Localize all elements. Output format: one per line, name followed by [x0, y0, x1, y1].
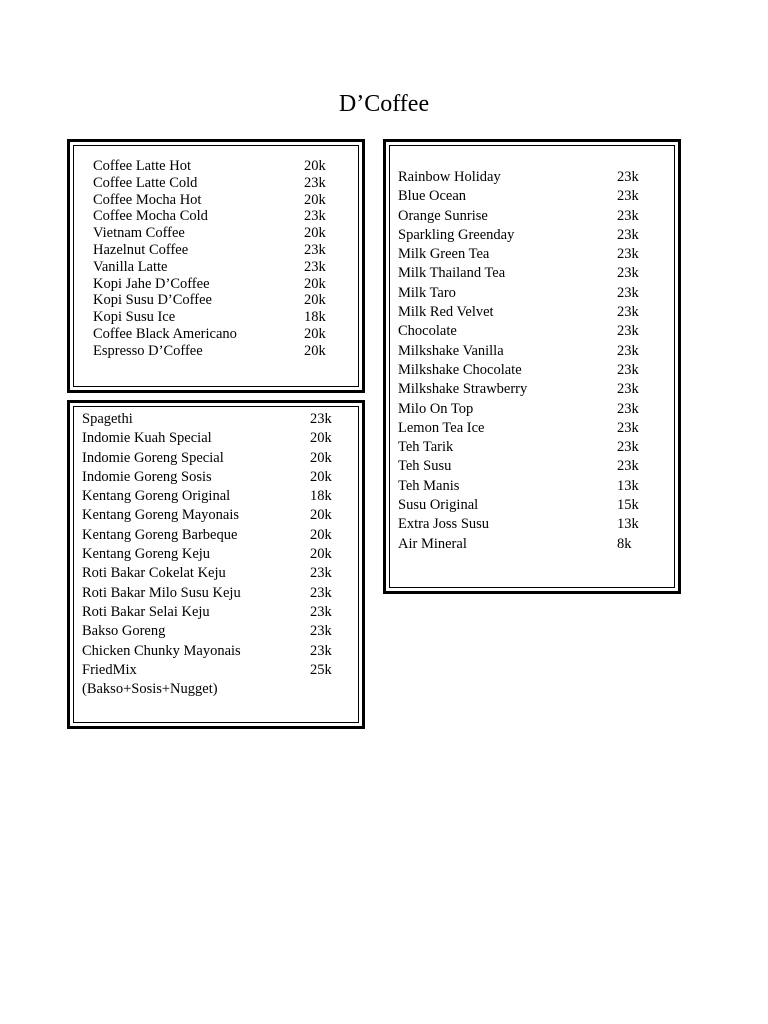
menu-item-price: 20k [310, 449, 332, 466]
menu-item-price: 23k [310, 603, 332, 620]
menu-item-name: Kopi Susu Ice [93, 309, 176, 326]
menu-item-name: Kopi Jahe D’Coffee [93, 275, 210, 292]
menu-item [398, 207, 678, 226]
menu-item-price: 23k [617, 207, 639, 224]
coffee-menu-box [67, 139, 365, 393]
menu-item-price: 20k [310, 526, 332, 543]
drinks-menu-box [383, 139, 681, 594]
menu-item [93, 158, 353, 175]
menu-item-price: 20k [304, 342, 326, 359]
menu-item-price: 20k [310, 430, 332, 447]
menu-item [398, 284, 678, 303]
menu-item [398, 477, 678, 496]
menu-item [398, 187, 678, 206]
menu-item-price: 23k [617, 265, 639, 282]
drinks-menu-list [398, 168, 678, 554]
menu-item-name: Rainbow Holiday [398, 169, 501, 185]
menu-item [398, 380, 678, 399]
menu-item-name: Indomie Kuah Special [82, 430, 212, 447]
menu-item [82, 449, 352, 468]
menu-item-name: Milo On Top [398, 400, 474, 417]
menu-item [82, 545, 352, 564]
menu-item-price: 15k [617, 497, 639, 514]
menu-item [93, 208, 353, 225]
menu-item-price: 23k [310, 623, 332, 640]
menu-item-price: 20k [310, 507, 332, 524]
menu-item-price: 23k [617, 419, 639, 436]
menu-item [398, 245, 678, 264]
menu-item [398, 535, 678, 554]
menu-item-price: 20k [304, 225, 326, 242]
menu-item [93, 192, 353, 209]
menu-item [82, 642, 352, 661]
menu-item-name: Vietnam Coffee [93, 225, 185, 242]
menu-item-price: 23k [310, 642, 332, 659]
coffee-menu-list [93, 158, 353, 360]
menu-item [398, 496, 678, 515]
menu-item-name: Espresso D’Coffee [93, 342, 203, 359]
menu-item-name: Orange Sunrise [398, 207, 488, 224]
menu-item-price: 20k [304, 325, 326, 342]
food-menu-list [82, 410, 352, 699]
menu-item-name: Kentang Goreng Original [82, 488, 231, 505]
menu-item [93, 343, 353, 360]
menu-item-name: Hazelnut Coffee [93, 241, 189, 258]
menu-item-name: Blue Ocean [398, 188, 467, 205]
menu-item [398, 303, 678, 322]
food-menu-box [67, 400, 365, 729]
menu-item [93, 326, 353, 343]
menu-item-price: 23k [617, 226, 639, 243]
menu-item [398, 322, 678, 341]
menu-item-price: 20k [304, 191, 326, 208]
menu-item-price: 23k [617, 323, 639, 340]
menu-item-price: 23k [304, 258, 326, 275]
menu-item-name: FriedMix [82, 661, 137, 678]
menu-item [82, 661, 352, 680]
menu-item [93, 259, 353, 276]
menu-item-price: 23k [617, 304, 639, 321]
menu-item [82, 526, 352, 545]
menu-item-name: Teh Manis [398, 477, 460, 494]
menu-item [93, 225, 353, 242]
menu-item-name: Spagethi [82, 411, 133, 427]
menu-item-price: 23k [310, 411, 332, 427]
menu-item [398, 264, 678, 283]
menu-item [398, 515, 678, 534]
menu-item-name: Coffee Latte Cold [93, 174, 198, 191]
menu-item-name: Chicken Chunky Mayonais [82, 642, 241, 659]
menu-item-price: 23k [617, 458, 639, 475]
menu-item-price: 23k [617, 342, 639, 359]
menu-item-name: Roti Bakar Cokelat Keju [82, 565, 226, 582]
menu-item [93, 175, 353, 192]
menu-item [82, 680, 352, 699]
menu-item-price: 13k [617, 477, 639, 494]
menu-item [82, 487, 352, 506]
menu-item-price: 18k [310, 488, 332, 505]
menu-item [82, 622, 352, 641]
menu-item-price: 20k [310, 546, 332, 563]
menu-item [82, 584, 352, 603]
menu-item-name: Milk Taro [398, 284, 456, 301]
menu-item-name: Vanilla Latte [93, 258, 168, 275]
menu-item-name: Teh Susu [398, 458, 452, 475]
menu-item [93, 309, 353, 326]
menu-item-price: 13k [617, 516, 639, 533]
menu-item-price: 20k [304, 158, 326, 174]
menu-item [93, 276, 353, 293]
menu-item [93, 242, 353, 259]
menu-item-price: 23k [310, 584, 332, 601]
menu-item-price: 23k [617, 188, 639, 205]
menu-item-name: Coffee Mocha Cold [93, 208, 208, 225]
menu-item-name: Extra Joss Susu [398, 516, 490, 533]
menu-item [82, 603, 352, 622]
page-title: D’Coffee [338, 91, 430, 117]
menu-item-name: Air Mineral [398, 535, 467, 552]
menu-item-name: Roti Bakar Milo Susu Keju [82, 584, 241, 601]
menu-item-price: 23k [617, 400, 639, 417]
menu-item-price: 23k [617, 361, 639, 378]
menu-item-name: Kentang Goreng Mayonais [82, 507, 240, 524]
menu-item-price: 23k [617, 246, 639, 263]
menu-item-name: Teh Tarik [398, 439, 454, 456]
menu-item [93, 292, 353, 309]
menu-item-price: 23k [617, 169, 639, 185]
menu-item-price: 20k [304, 275, 326, 292]
menu-item-name: Milk Green Tea [398, 246, 490, 263]
menu-item-name: Roti Bakar Selai Keju [82, 603, 210, 620]
menu-item-name: Susu Original [398, 497, 479, 514]
menu-item [398, 438, 678, 457]
menu-item [82, 564, 352, 583]
menu-item-name: Kentang Goreng Keju [82, 546, 211, 563]
menu-item-name: Milk Thailand Tea [398, 265, 506, 282]
menu-item-name: Milkshake Strawberry [398, 381, 528, 398]
menu-item [82, 468, 352, 487]
menu-item-price: 20k [304, 292, 326, 309]
menu-item [398, 400, 678, 419]
menu-item-name: Lemon Tea Ice [398, 419, 485, 436]
menu-item-price: 23k [310, 565, 332, 582]
menu-item [398, 342, 678, 361]
menu-item-price: 20k [310, 468, 332, 485]
menu-item [82, 429, 352, 448]
menu-item-name: Indomie Goreng Sosis [82, 468, 212, 485]
menu-item [398, 226, 678, 245]
menu-item-name: Milk Red Velvet [398, 304, 494, 321]
menu-item-price: 8k [617, 535, 632, 552]
menu-item-name: Indomie Goreng Special [82, 449, 224, 466]
menu-item-price: 23k [617, 381, 639, 398]
menu-item-name: Coffee Latte Hot [93, 158, 191, 174]
menu-item [398, 361, 678, 380]
menu-item [398, 457, 678, 476]
menu-item-name: Milkshake Vanilla [398, 342, 504, 359]
menu-item-name: Kopi Susu D’Coffee [93, 292, 212, 309]
menu-item-price: 23k [304, 241, 326, 258]
menu-item-name: Sparkling Greenday [398, 226, 515, 243]
menu-item-name: Coffee Mocha Hot [93, 191, 202, 208]
menu-item-name: Kentang Goreng Barbeque [82, 526, 238, 543]
menu-item-name: Milkshake Chocolate [398, 361, 522, 378]
menu-item-price: 23k [617, 439, 639, 456]
menu-item-price: 18k [304, 309, 326, 326]
menu-item-price: 25k [310, 661, 332, 678]
menu-item-name: Coffee Black Americano [93, 325, 237, 342]
menu-item-price: 23k [617, 284, 639, 301]
menu-item-price: 23k [304, 208, 326, 225]
menu-item-price: 23k [304, 174, 326, 191]
menu-item [398, 419, 678, 438]
menu-item-name: Bakso Goreng [82, 623, 166, 640]
menu-item [82, 506, 352, 525]
menu-item [398, 168, 678, 187]
menu-item-name: (Bakso+Sosis+Nugget) [82, 681, 218, 698]
menu-item [82, 410, 352, 429]
menu-item-name: Chocolate [398, 323, 457, 340]
